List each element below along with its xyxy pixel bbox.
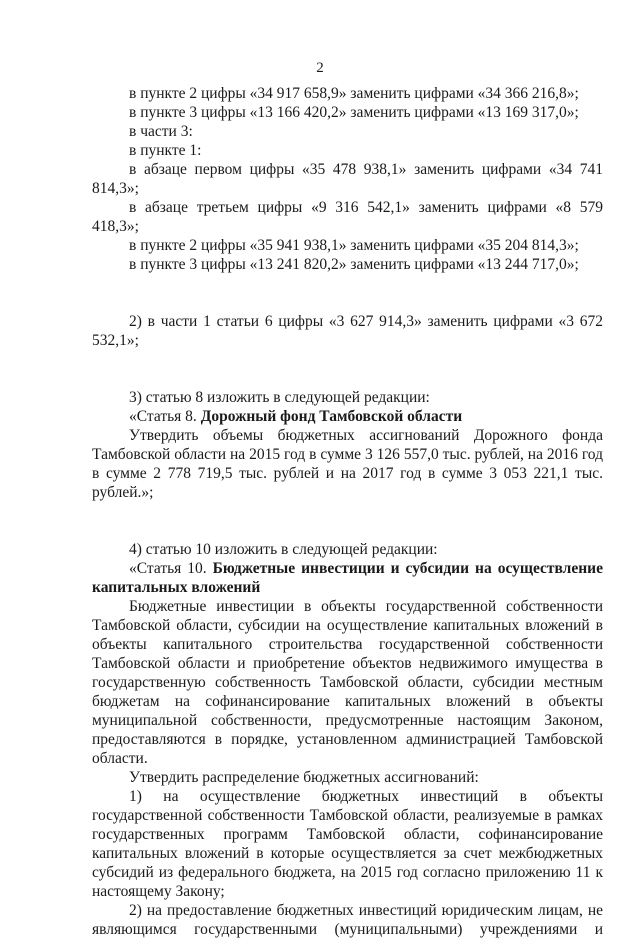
article-10-paragraph: Бюджетные инвестиции в объекты государственной собственности Тамбовской области, субсидии на осуществление капитальных вложений в объекты капитального строительства государственной собственности Тамбовской области и приобретение объектов недвижимого имущества в государственную собственность Тамбовской области, субсидии местным бюджетам на софинансирование капитальных вложений в объекты муниципальной собственности, предусмотренные настоящим Законом, предоставляются в порядке, установленном администрацией Тамбовской области. [92, 598, 603, 767]
article-8-title: Дорожный фонд Тамбовской области [200, 408, 463, 425]
amendment-item-4: 4) статью 10 изложить в следующей редакции: [129, 541, 438, 558]
page-number: 2 [316, 60, 324, 76]
article-8-heading [92, 407, 603, 426]
amendment-line: в пункте 2 цифры «35 941 938,1» заменить цифрами «35 204 814,3»; [129, 237, 579, 254]
article-10-list-item: 1) на осуществление бюджетных инвестиций в объекты государственной собственности Тамбовской области, реализуемые в рамках государственных программ Тамбовской области, софинансирование капитальных вложений в которые осуществляется за счет межбюджетных субсидий из федерального бюджета, на 2015 год согласно приложению 11 к настоящему Закону; [92, 788, 603, 900]
amendment-line: в части 3: [129, 123, 193, 140]
amendment-line: в пункте 1: [129, 142, 202, 159]
amendment-line: в абзаце первом цифры «35 478 938,1» заменить цифрами «34 741 814,3»; [92, 161, 603, 197]
article-10-heading [92, 559, 603, 597]
article-8-text: Утвердить объемы бюджетных ассигнований Дорожного фонда Тамбовской области на 2015 год в сумме 3 126 557,0 тыс. рублей, на 2016 год в сумме 2 778 719,5 тыс. рублей и на 2017 год в сумме 3 053 221,1 тыс. рублей.»; [92, 427, 603, 501]
article-10-paragraph: Утвердить распределение бюджетных ассигнований: [129, 769, 479, 786]
article-10-label: «Статья 10. [129, 560, 213, 577]
amendment-item-2: 2) в части 1 статьи 6 цифры «3 627 914,3» заменить цифрами «3 672 532,1»; [92, 313, 603, 349]
amendment-line: в абзаце третьем цифры «9 316 542,1» заменить цифрами «8 579 418,3»; [92, 199, 603, 235]
amendment-line: в пункте 3 цифры «13 241 820,2» заменить цифрами «13 244 717,0»; [129, 256, 579, 273]
document-body [92, 84, 603, 939]
amendment-line: в пункте 3 цифры «13 166 420,2» заменить цифрами «13 169 317,0»; [129, 104, 579, 121]
amendment-item-3: 3) статью 8 изложить в следующей редакции: [129, 389, 430, 406]
amendment-line: в пункте 2 цифры «34 917 658,9» заменить цифрами «34 366 216,8»; [129, 85, 579, 102]
article-8-label: «Статья 8. [129, 408, 201, 425]
article-10-list-item: 2) на предоставление бюджетных инвестиций юридическим лицам, не являющимся государственными (муниципальными) учреждениями и [92, 902, 603, 938]
article-10-title: Бюджетные инвестиции и субсидии на осуществление капитальных вложений [92, 560, 603, 596]
